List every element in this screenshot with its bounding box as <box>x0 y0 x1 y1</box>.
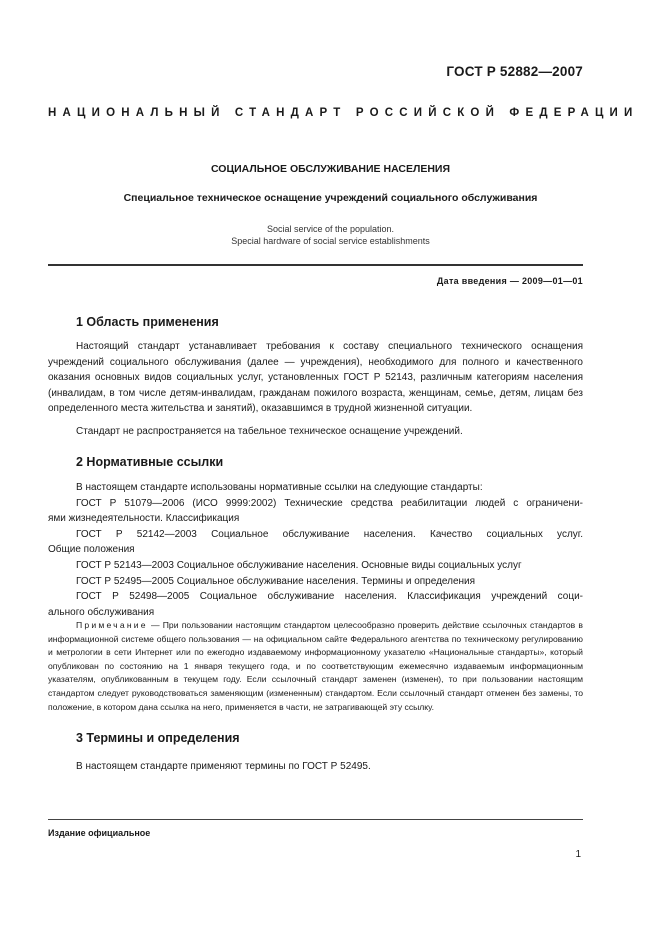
section-2-heading: 2 Нормативные ссылки <box>76 455 224 469</box>
standard-number: ГОСТ Р 52882—2007 <box>446 64 583 79</box>
section-1-heading: 1 Область применения <box>76 315 219 329</box>
references-note <box>48 619 583 714</box>
note-label: Примечание <box>76 620 148 630</box>
section-3-heading: 3 Термины и определения <box>76 731 240 745</box>
english-title-line-1: Social service of the population. <box>266 224 395 234</box>
page-number: 1 <box>575 849 581 860</box>
english-title-line-2: Special hardware of social service establishments <box>231 236 430 246</box>
reference-2-line-2: Общие положения <box>48 544 135 556</box>
document-title: СОЦИАЛЬНОЕ ОБСЛУЖИВАНИЕ НАСЕЛЕНИЯ <box>210 163 451 175</box>
reference-2-line-1: ГОСТ Р 52142—2003 Социальное обслуживание населения. Качество социальных услуг. <box>76 528 583 540</box>
reference-3: ГОСТ Р 52143—2003 Социальное обслуживание населения. Основные виды социальных услуг <box>76 560 522 571</box>
section-3-paragraph: В настоящем стандарте применяют термины по ГОСТ Р 52495. <box>76 761 371 772</box>
section-1-paragraph-2: Стандарт не распространяется на табельное техническое оснащение учреждений. <box>76 426 463 437</box>
header-divider <box>48 264 583 266</box>
section-2-intro: В настоящем стандарте использованы нормативные ссылки на следующие стандарты: <box>76 482 483 493</box>
national-standard-banner: НАЦИОНАЛЬНЫЙ СТАНДАРТ РОССИЙСКОЙ ФЕДЕРАЦИИ <box>48 107 639 119</box>
reference-5-line-2: ального обслуживания <box>48 606 155 618</box>
official-edition-label: Издание официальное <box>48 828 151 838</box>
reference-5-line-1: ГОСТ Р 52498—2005 Социальное обслуживание населения. Классификация учреждений соци- <box>76 591 583 603</box>
reference-1-line-1: ГОСТ Р 51079—2006 (ИСО 9999:2002) Технические средства реабилитации людей с ограничени- <box>76 497 583 509</box>
note-text: — При пользовании настоящим стандартом целесообразно проверить действие ссылочных стандартов в информационной системе общего пользования — на официальном сайте Федерального агентства по техническому регулированию и метрологии в сети Интернет или по ежегодно издаваемому информационному указателю «Национальные стандарты», который опубликован по состоянию на 1 января текущего года, и по соответствующим ежемесячно издаваемым информационным указателям, опубликованным в текущем году. Если ссылочный стандарт заменен (изменен), то при пользовании настоящим стандартом следует руководствоваться заменяющим (измененным) стандартом. Если ссылочный стандарт отменен без замены, то положение, в котором дана ссылка на него, применяется в части, не затрагивающей эту ссылку. <box>48 620 583 712</box>
document-subtitle: Специальное техническое оснащение учреждений социального обслуживания <box>123 192 538 204</box>
reference-4: ГОСТ Р 52495—2005 Социальное обслуживание населения. Термины и определения <box>76 575 476 587</box>
introduction-date: Дата введения — 2009—01—01 <box>436 276 583 286</box>
section-1-paragraph-1: Настоящий стандарт устанавливает требования к составу специального технического оснащения учреждений социального обслуживания (далее — учреждения), необходимого для полного и качественного оказания основных видов социальных услуг, установленных ГОСТ Р 52143, различным категориям населения (инвалидам, в том числе детям-инвалидам, гражданам пожилого возраста, женщинам, семье, детям, лицам без определенного места жительства и занятий), оказавшимся в трудной жизненной ситуации. <box>48 341 583 415</box>
reference-1-line-2: ями жизнедеятельности. Классификация <box>48 513 240 525</box>
footer-divider <box>48 819 583 820</box>
